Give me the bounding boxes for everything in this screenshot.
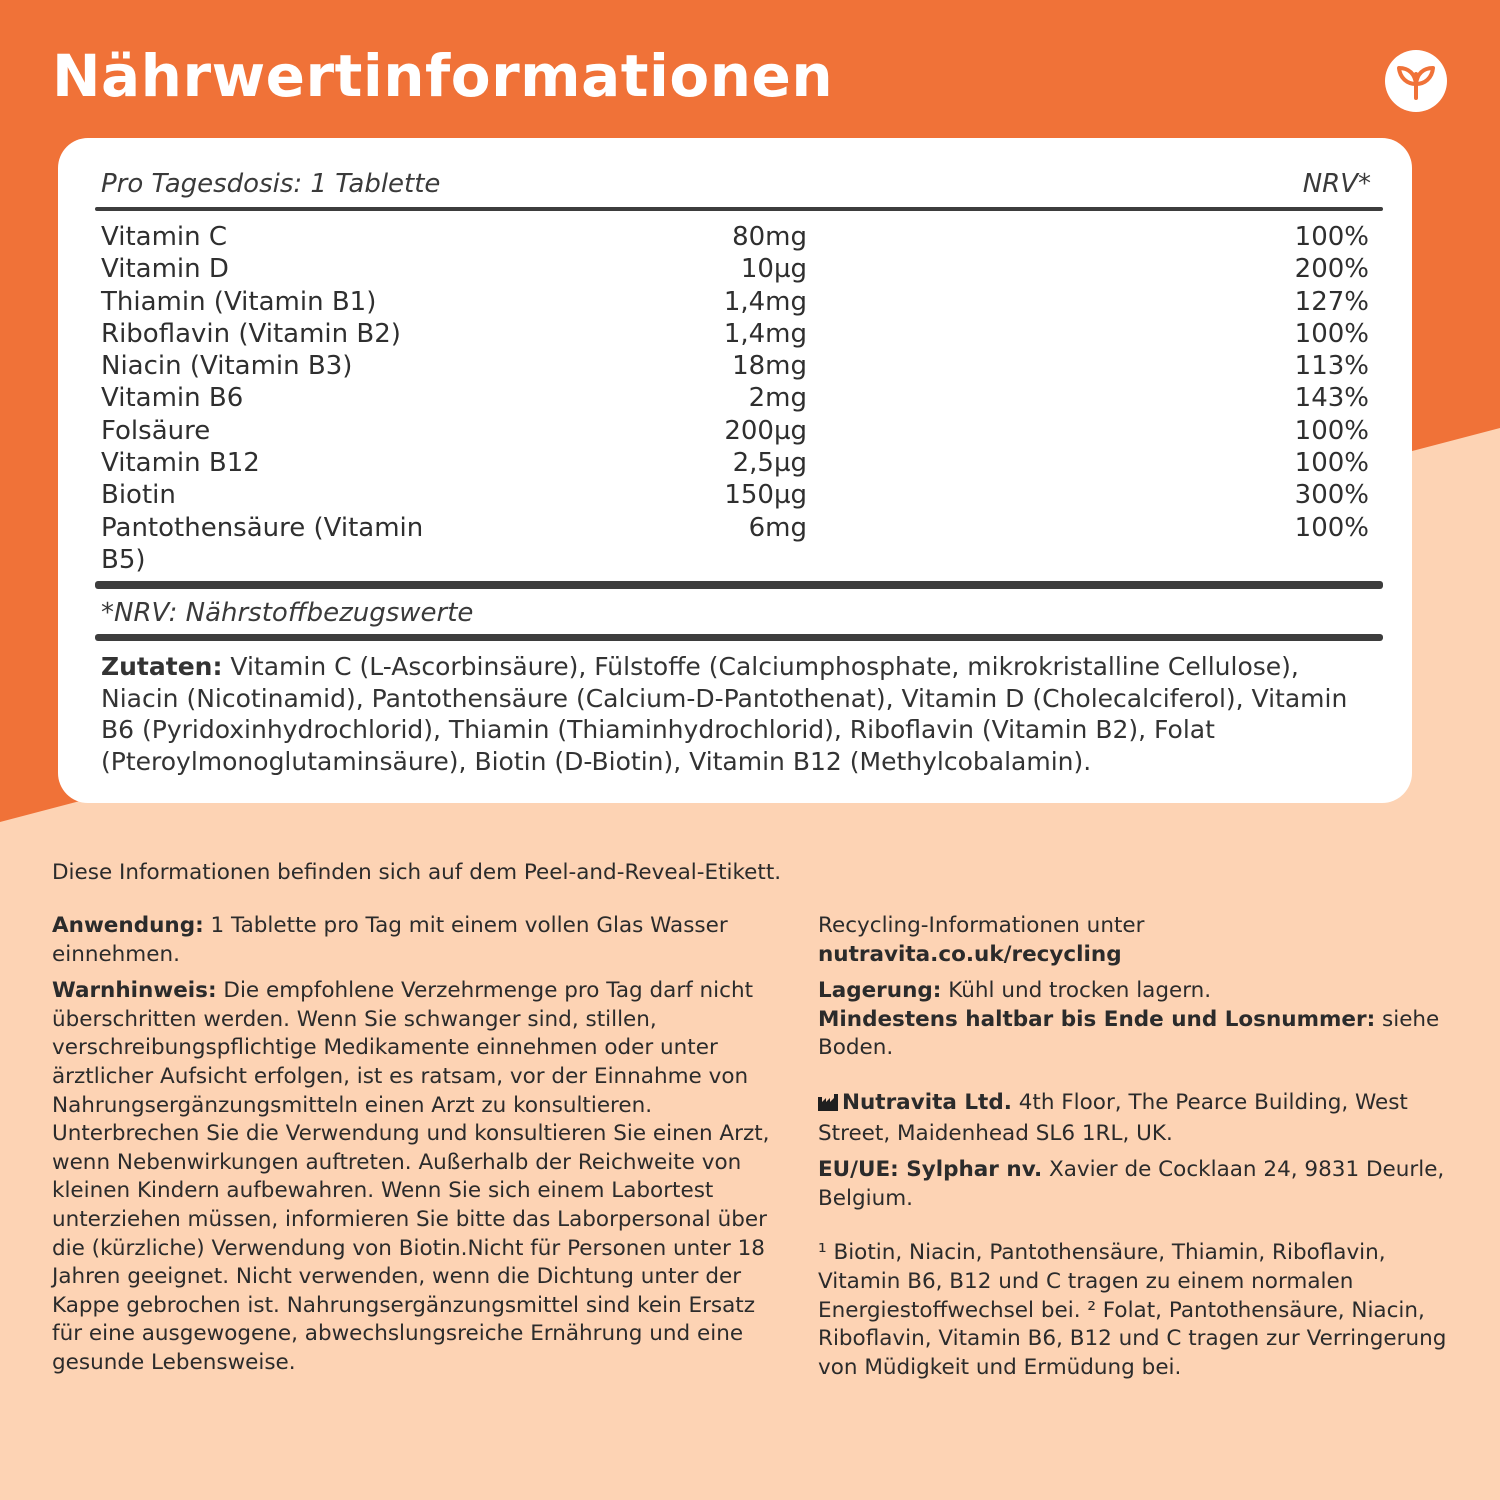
eu-label: EU/UE: Sylphar nv. bbox=[818, 1157, 1043, 1183]
nutrient-amount: 6mg bbox=[748, 512, 807, 543]
nrv-label: NRV* bbox=[1302, 169, 1371, 199]
nutrient-amount: 1,4mg bbox=[723, 318, 807, 349]
usage-label: Anwendung: bbox=[52, 913, 204, 938]
nutrient-name: Vitamin B6 bbox=[101, 383, 244, 414]
nutrient-nrv: 100% bbox=[1294, 448, 1369, 479]
nutrient-nrv: 143% bbox=[1294, 383, 1369, 414]
eu-paragraph bbox=[818, 1156, 1458, 1213]
bestbefore-label: Mindestens haltbar bis Ende und Losnummer: bbox=[818, 1006, 1376, 1032]
usage-text: 1 Tablette pro Tag mit einem vollen Glas Wasser einnehmen. bbox=[52, 913, 728, 967]
ingredients-text bbox=[101, 651, 1383, 777]
nutrient-name: Niacin (Vitamin B3) bbox=[101, 351, 353, 382]
claims-paragraph: ¹ Biotin, Niacin, Pantothensäure, Thiamin, Riboflavin, Vitamin B6, B12 und C tragen zu einem normalen Energiestoffwechsel bei. ² Folat, Pantothensäure, Niacin, Riboflavin, Vitamin B6, B12 und C tragen zur Verringerung von Müdigkeit und Ermüdung bei. bbox=[818, 1240, 1447, 1380]
nutrient-nrv: 127% bbox=[1294, 286, 1369, 317]
table-row bbox=[95, 415, 1383, 447]
nutrition-card bbox=[58, 138, 1412, 803]
dose-label: Pro Tagesdosis: 1 Tablette bbox=[101, 169, 441, 199]
table-bottom-rule bbox=[95, 581, 1383, 589]
nutrient-amount: 80mg bbox=[732, 222, 807, 252]
warning-paragraph bbox=[52, 977, 772, 1377]
info-column bbox=[818, 912, 1458, 1382]
table-row bbox=[95, 221, 1383, 253]
nutrient-name: Biotin bbox=[101, 480, 176, 511]
recycling-link: nutravita.co.uk/recycling bbox=[818, 941, 1122, 967]
usage-warning-column bbox=[52, 912, 772, 1378]
manufacturer-address: 4th Floor, The Pearce Building, West Street, Maidenhead SL6 1RL, UK. bbox=[818, 1089, 1408, 1146]
table-row bbox=[95, 382, 1383, 414]
recycling-paragraph bbox=[818, 912, 1458, 969]
warning-label: Warnhinweis: bbox=[52, 978, 217, 1004]
peel-reveal-info: Diese Informationen befinden sich auf dem Peel-and-Reveal-Etikett. bbox=[52, 860, 782, 885]
storage-label: Lagerung: bbox=[818, 978, 942, 1004]
nutrient-name: Vitamin C bbox=[101, 222, 228, 252]
nutrient-nrv: 100% bbox=[1294, 222, 1369, 252]
nutrient-nrv: 300% bbox=[1294, 480, 1369, 511]
nutrient-name: Thiamin (Vitamin B1) bbox=[101, 286, 377, 317]
factory-icon bbox=[818, 1091, 838, 1120]
nutrient-nrv: 113% bbox=[1294, 351, 1369, 382]
nutrient-nrv: 100% bbox=[1294, 318, 1369, 349]
nutrient-rows bbox=[95, 221, 1383, 576]
nutrient-name: Vitamin D bbox=[101, 254, 229, 285]
nutrient-name: Vitamin B12 bbox=[101, 448, 260, 479]
manufacturer-label: Nutravita Ltd. bbox=[842, 1089, 1012, 1115]
table-row bbox=[95, 286, 1383, 318]
table-row bbox=[95, 318, 1383, 350]
nutrient-amount: 2,5µg bbox=[732, 448, 807, 479]
table-header bbox=[95, 166, 1383, 202]
nutrient-amount: 10µg bbox=[740, 254, 807, 285]
leaf-icon bbox=[1385, 50, 1447, 112]
table-row bbox=[95, 512, 1383, 577]
nutrient-name: Folsäure bbox=[101, 415, 211, 446]
recycling-text: Recycling-Informationen unter bbox=[818, 913, 1145, 938]
bestbefore-text: siehe Boden. bbox=[818, 1006, 1440, 1061]
nutrient-nrv: 100% bbox=[1294, 512, 1369, 543]
ingredients-label: Zutaten: bbox=[101, 652, 223, 681]
nutrient-name: Riboflavin (Vitamin B2) bbox=[101, 318, 401, 349]
eu-address: Xavier de Cocklaan 24, 9831 Deurle, Belgium. bbox=[818, 1157, 1445, 1211]
nutrient-amount: 1,4mg bbox=[723, 286, 807, 317]
table-top-rule bbox=[95, 207, 1383, 211]
ingredients-rule bbox=[95, 634, 1383, 641]
storage-paragraph bbox=[818, 977, 1458, 1063]
nutrient-amount: 18mg bbox=[732, 351, 807, 382]
table-row bbox=[95, 479, 1383, 511]
table-row bbox=[95, 350, 1383, 382]
nutrient-nrv: 100% bbox=[1294, 415, 1369, 446]
nutrient-name: Pantothensäure (Vitamin B5) bbox=[101, 512, 424, 575]
nrv-footnote: *NRV: Nährstoffbezugswerte bbox=[101, 598, 474, 628]
nutrient-amount: 200µg bbox=[724, 415, 807, 446]
ingredients-list: Vitamin C (L-Ascorbinsäure), Fülstoffe (Calciumphosphate, mikrokristalline Cellulose), Niacin (Nicotinamid), Pantothensäure (Calcium-D-Pantothenat), Vitamin D (Cholecalciferol), Vitamin B6 (Pyridoxinhydrochlorid), Thiamin (Thiaminhydrochlorid), Riboflavin (Vitamin B2), Folat (Pteroylmonoglutaminsäure), Biotin (D-Biotin), Vitamin B12 (Methylcobalamin). bbox=[101, 652, 1348, 776]
table-row bbox=[95, 253, 1383, 285]
usage-paragraph bbox=[52, 912, 772, 969]
storage-text: Kühl und trocken lagern. bbox=[941, 978, 1212, 1004]
manufacturer-paragraph bbox=[818, 1089, 1458, 1148]
nutrient-nrv: 200% bbox=[1294, 254, 1369, 285]
warning-text: Die empfohlene Verzehrmenge pro Tag darf nicht überschritten werden. Wenn Sie schwanger sind, stillen, verschreibungspflichtige Medikamente einnehmen oder unter ärztlicher Aufsicht erfolgen, ist es ratsam, vor der Einnahme von Nahrungsergänzungsmitteln einen Arzt zu konsultieren. Unterbrechen Sie die Verwendung und konsultieren Sie einen Arzt, wenn Nebenwirkungen auftreten. Außerhalb der Reichweite von kleinen Kindern aufbewahren. Wenn Sie sich einem Labortest unterziehen müssen, informieren Sie bitte das Laborpersonal über die (kürzliche) Verwendung von Biotin.Nicht für Personen unter 18 Jahren geeignet. Nicht verwenden, wenn die Dichtung unter der Kappe gebrochen ist. Nahrungsergänzungsmittel sind kein Ersatz für eine ausgewogene, abwechslungsreiche Ernährung und eine gesunde Lebensweise. bbox=[52, 978, 770, 1375]
table-row bbox=[95, 447, 1383, 479]
nutrient-amount: 2mg bbox=[748, 383, 807, 414]
nutrient-amount: 150µg bbox=[724, 480, 807, 511]
page-title: Nährwertinformationen bbox=[52, 42, 834, 110]
